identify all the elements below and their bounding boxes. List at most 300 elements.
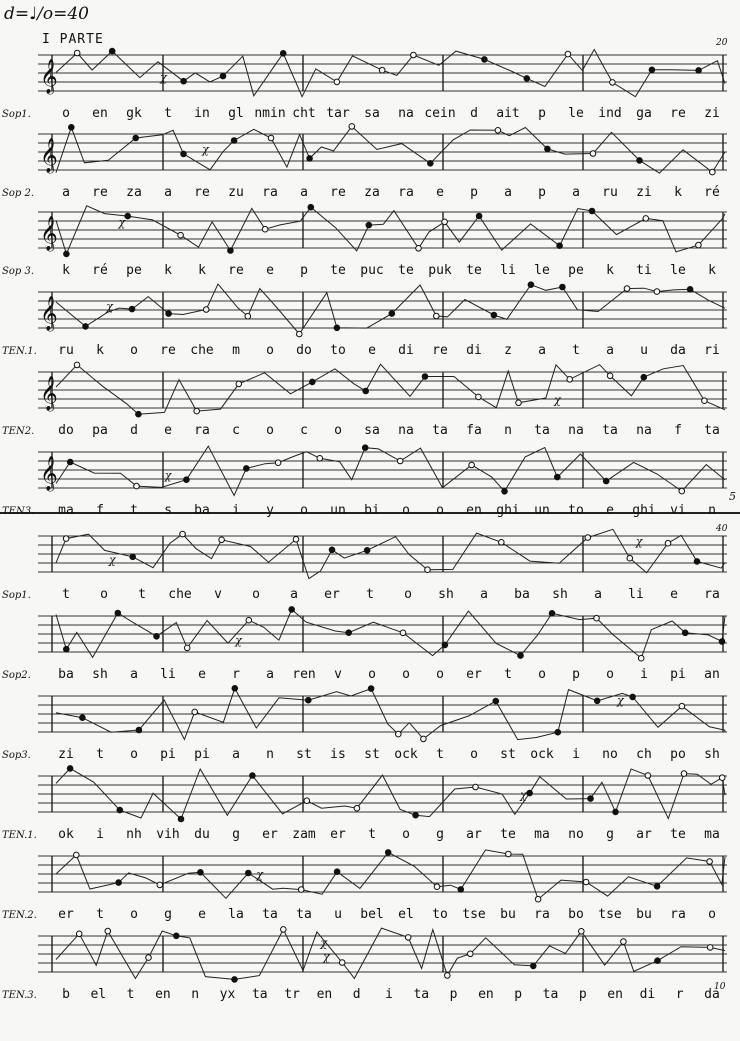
note-head: [654, 289, 660, 295]
lyric-syllable: v: [214, 587, 222, 602]
note-head: [154, 634, 160, 640]
note-head: [293, 537, 299, 543]
lyric-syllable: o: [402, 667, 410, 682]
note-head: [339, 960, 345, 966]
lyric-syllable: tse: [598, 907, 622, 922]
note-head: [637, 158, 643, 164]
note-head: [555, 729, 561, 735]
note-head: [493, 698, 499, 704]
lyric-syllable: li: [628, 587, 644, 602]
lyric-syllable: ta: [534, 423, 550, 438]
note-head: [109, 48, 115, 54]
lyric-syllable: sh: [704, 747, 720, 762]
note-head: [535, 896, 541, 902]
lyric-syllable: bu: [500, 907, 516, 922]
lyric-syllable: pa: [92, 423, 108, 438]
lyric-syllable: ba: [58, 667, 74, 682]
note-head: [67, 459, 73, 465]
note-head: [69, 125, 75, 131]
note-head: [476, 213, 482, 219]
note-head: [621, 939, 627, 945]
lyric-syllable: e: [198, 667, 206, 682]
lyric-syllable: to: [568, 503, 584, 518]
cross-mark-icon: χ: [108, 553, 116, 567]
lyric-syllable: po: [670, 747, 686, 762]
note-head: [334, 325, 340, 331]
lyric-syllable: bi: [364, 503, 380, 518]
note-head: [166, 311, 172, 317]
voice-label: TEN2.: [2, 426, 35, 437]
lyric-syllable: e: [606, 503, 614, 518]
lyric-row: [0, 667, 740, 685]
voice-label: Sop 2.: [2, 188, 34, 199]
lyric-syllable: ru: [58, 343, 74, 358]
lyric-syllable: n: [504, 423, 512, 438]
lyric-syllable: tse: [462, 907, 486, 922]
lyric-syllable: do: [296, 343, 312, 358]
lyric-syllable: er: [466, 667, 482, 682]
lyric-syllable: a: [290, 587, 298, 602]
lyric-syllable: ti: [636, 263, 652, 278]
note-head: [334, 79, 340, 85]
lyric-syllable: un: [534, 503, 550, 518]
note-head: [115, 610, 121, 616]
note-head: [289, 607, 295, 613]
note-head: [74, 852, 80, 858]
note-head: [413, 812, 419, 818]
lyric-syllable: na: [636, 423, 652, 438]
lyric-syllable: ar: [636, 827, 652, 842]
note-head: [696, 242, 702, 248]
note-head: [585, 535, 591, 541]
note-head: [389, 311, 395, 317]
lyric-syllable: t: [62, 587, 70, 602]
note-head: [268, 135, 274, 141]
note-head: [613, 809, 619, 815]
treble-clef-icon: 𝄞: [40, 456, 58, 491]
lyric-syllable: a: [480, 587, 488, 602]
lyric-syllable: cht: [292, 106, 316, 121]
note-head: [281, 927, 287, 933]
note-head: [130, 554, 136, 560]
lyric-syllable: e: [670, 587, 678, 602]
lyric-row: [0, 827, 740, 845]
note-head: [181, 151, 187, 157]
note-head: [363, 388, 369, 394]
lyric-syllable: sa: [364, 106, 380, 121]
lyric-syllable: ta: [296, 907, 312, 922]
note-head: [610, 80, 616, 86]
note-head: [280, 51, 286, 57]
treble-clef-icon: 𝄞: [40, 296, 58, 331]
lyric-syllable: pe: [568, 263, 584, 278]
note-head: [228, 248, 234, 254]
lyric-syllable: sa: [364, 423, 380, 438]
note-head: [232, 686, 238, 692]
lyric-syllable: z: [504, 343, 512, 358]
note-head: [681, 771, 687, 777]
note-head: [557, 243, 563, 249]
note-head: [594, 615, 600, 621]
note-head: [307, 156, 313, 162]
lyric-syllable: a: [232, 747, 240, 762]
lyric-syllable: sh: [438, 587, 454, 602]
lyric-syllable: li: [500, 263, 516, 278]
cross-mark-icon: χ: [118, 215, 126, 229]
note-head: [603, 478, 609, 484]
note-head: [379, 67, 385, 73]
lyric-syllable: o: [402, 503, 410, 518]
note-head: [687, 287, 693, 293]
lyric-syllable: r: [675, 987, 684, 1002]
note-head: [76, 931, 82, 937]
lyric-syllable: b: [62, 987, 70, 1002]
lyric-syllable: ré: [92, 263, 108, 278]
lyric-syllable: g: [232, 827, 240, 842]
lyric-syllable: n: [191, 987, 200, 1002]
lyric-syllable: no: [602, 747, 618, 762]
measure-number: 20: [716, 38, 728, 48]
note-head: [368, 686, 374, 692]
lyric-syllable: g: [164, 907, 172, 922]
lyric-syllable: en: [466, 503, 482, 518]
note-head: [125, 213, 131, 219]
lyric-syllable: re: [228, 263, 244, 278]
note-head: [560, 284, 566, 290]
lyric-syllable: is: [330, 747, 346, 762]
lyric-syllable: a: [538, 343, 546, 358]
note-head: [310, 379, 316, 385]
lyric-syllable: en: [155, 987, 171, 1002]
note-head: [366, 222, 372, 228]
lyric-syllable: re: [670, 106, 686, 121]
note-head: [468, 951, 474, 957]
note-head: [707, 859, 713, 865]
lyric-syllable: a: [594, 587, 602, 602]
lyric-syllable: te: [398, 263, 414, 278]
note-head: [63, 536, 69, 542]
treble-clef-icon: 𝄞: [40, 59, 58, 94]
note-head: [422, 374, 428, 380]
lyric-syllable: ta: [704, 423, 720, 438]
lyric-syllable: di: [398, 343, 414, 358]
cross-mark-icon: χ: [235, 634, 242, 648]
note-head: [306, 697, 312, 703]
lyric-syllable: ta: [602, 423, 618, 438]
note-head: [220, 73, 226, 79]
note-head: [246, 870, 252, 876]
lyric-syllable: na: [568, 423, 584, 438]
note-head: [244, 466, 250, 472]
note-head: [354, 805, 360, 811]
lyric-syllable: ta: [542, 987, 559, 1002]
lyric-syllable: o: [334, 423, 342, 438]
note-head: [583, 879, 589, 885]
lyric-syllable: c: [232, 423, 240, 438]
lyric-syllable: k: [708, 263, 716, 278]
lyric-syllable: nmin: [254, 106, 286, 121]
lyric-syllable: to: [330, 343, 346, 358]
note-head: [719, 775, 725, 781]
note-head: [567, 377, 573, 383]
note-head: [473, 784, 479, 790]
lyric-syllable: e: [368, 343, 376, 358]
note-head: [425, 567, 431, 573]
lyric-syllable: a: [164, 185, 172, 200]
lyric-row: [0, 106, 740, 124]
lyric-syllable: da: [704, 987, 720, 1002]
lyric-syllable: c: [300, 423, 308, 438]
lyric-syllable: fa: [466, 423, 482, 438]
measure-number: 10: [714, 982, 726, 992]
lyric-syllable: o: [402, 827, 410, 842]
note-head: [297, 331, 303, 337]
note-head: [146, 955, 152, 961]
note-head: [133, 135, 139, 141]
lyric-syllable: puk: [428, 263, 452, 278]
lyric-syllable: ra: [398, 185, 414, 200]
note-head: [231, 138, 237, 144]
lyric-syllable: t: [96, 907, 104, 922]
note-head: [696, 68, 702, 74]
lyric-syllable: t: [130, 503, 138, 518]
lyric-syllable: o: [436, 667, 444, 682]
note-head: [679, 703, 685, 709]
note-head: [136, 727, 142, 733]
lyric-syllable: le: [568, 106, 584, 121]
lyric-syllable: na: [398, 423, 414, 438]
treble-clef-icon: 𝄞: [40, 376, 58, 411]
lyric-syllable: en: [316, 987, 333, 1002]
note-head: [506, 851, 512, 857]
lyric-syllable: u: [640, 343, 648, 358]
cross-mark-icon: χ: [160, 71, 167, 85]
lyric-syllable: ta: [413, 987, 430, 1002]
lyric-syllable: er: [330, 827, 346, 842]
lyric-syllable: k: [164, 263, 172, 278]
lyric-syllable: p: [300, 263, 308, 278]
lyric-syllable: ghi: [632, 503, 656, 518]
lyric-syllable: ch: [636, 747, 652, 762]
lyric-syllable: a: [572, 185, 580, 200]
note-head: [502, 489, 508, 495]
lyric-syllable: te: [330, 263, 346, 278]
note-head: [458, 887, 464, 893]
note-head: [275, 460, 281, 466]
lyric-row: [0, 987, 740, 1005]
lyric-row: [0, 423, 740, 441]
lyric-syllable: to: [432, 907, 448, 922]
lyric-syllable: i: [572, 747, 580, 762]
note-head: [157, 882, 163, 888]
lyric-syllable: f: [674, 423, 682, 438]
lyric-syllable: ar: [466, 827, 482, 842]
note-head: [702, 398, 708, 404]
lyric-syllable: ind: [598, 106, 622, 121]
lyric-syllable: bel: [360, 907, 384, 922]
lyric-syllable: d: [470, 106, 478, 121]
lyric-syllable: vi: [670, 503, 686, 518]
lyric-syllable: k: [606, 263, 614, 278]
note-head: [246, 617, 252, 623]
note-head: [649, 67, 655, 73]
lyric-row: [0, 587, 740, 605]
note-head: [469, 462, 475, 468]
voice-label: TEN.1.: [2, 346, 37, 357]
lyric-syllable: o: [100, 587, 108, 602]
lyric-syllable: k: [198, 263, 206, 278]
note-head: [236, 381, 242, 387]
note-head: [476, 394, 482, 400]
cross-mark-icon: χ: [164, 468, 172, 482]
lyric-syllable: n: [708, 503, 716, 518]
lyric-row: [0, 503, 740, 521]
measure-number: 40: [716, 524, 728, 534]
lyric-syllable: gl: [228, 106, 244, 121]
lyric-syllable: vih: [156, 827, 180, 842]
lyric-syllable: pe: [126, 263, 142, 278]
note-head: [136, 411, 142, 417]
note-head: [194, 408, 200, 414]
voice-label: Sop2.: [2, 670, 31, 681]
lyric-syllable: sh: [552, 587, 568, 602]
measure-number: 5: [729, 490, 736, 503]
lyric-syllable: e: [198, 907, 206, 922]
lyric-syllable: er: [58, 907, 74, 922]
lyric-syllable: st: [296, 747, 312, 762]
lyric-syllable: er: [262, 827, 278, 842]
lyric-syllable: ren: [292, 667, 316, 682]
lyric-syllable: o: [130, 907, 138, 922]
cross-mark-icon: χ: [617, 694, 624, 708]
note-head: [411, 52, 417, 58]
lyric-syllable: gk: [126, 106, 142, 121]
note-head: [499, 540, 505, 546]
lyric-syllable: ma: [58, 503, 74, 518]
lyric-syllable: d: [352, 987, 361, 1002]
lyric-syllable: zi: [636, 185, 652, 200]
note-head: [184, 477, 190, 483]
lyric-row: [0, 263, 740, 281]
lyric-syllable: s: [164, 503, 172, 518]
lyric-syllable: ra: [262, 185, 278, 200]
voice-label: Sop3.: [2, 750, 31, 761]
lyric-syllable: g: [606, 827, 614, 842]
note-head: [528, 282, 534, 288]
note-head: [607, 373, 613, 379]
note-head: [588, 796, 594, 802]
cross-mark-icon: χ: [635, 535, 643, 548]
lyric-syllable: t: [138, 587, 146, 602]
lyric-syllable: o: [436, 503, 444, 518]
lyric-syllable: re: [194, 185, 210, 200]
lyric-syllable: el: [398, 907, 414, 922]
lyric-syllable: en: [478, 987, 494, 1002]
note-head: [627, 555, 633, 561]
note-head: [624, 286, 630, 292]
note-head: [400, 630, 406, 636]
note-head: [178, 816, 184, 822]
lyric-syllable: u: [334, 907, 342, 922]
lyric-syllable: p: [538, 106, 546, 121]
cross-mark-icon: χ: [323, 950, 330, 964]
note-head: [654, 884, 660, 890]
lyric-syllable: i: [232, 503, 240, 518]
voice-label: TEN.3.: [2, 990, 37, 1001]
lyric-syllable: re: [330, 185, 346, 200]
lyric-syllable: di: [639, 987, 656, 1002]
lyric-syllable: o: [300, 503, 308, 518]
note-head: [329, 547, 335, 553]
cross-mark-icon: χ: [202, 142, 209, 156]
lyric-syllable: k: [62, 263, 70, 278]
lyric-syllable: le: [534, 263, 550, 278]
lyric-syllable: tar: [326, 106, 350, 121]
voice-label: Sop 3.: [2, 266, 34, 277]
voice-label: TEN3.: [2, 506, 35, 517]
lyric-syllable: i: [96, 827, 104, 842]
lyric-syllable: no: [568, 827, 584, 842]
note-head: [134, 483, 140, 489]
lyric-syllable: a: [62, 185, 70, 200]
lyric-syllable: ta: [251, 987, 268, 1002]
voice-label: TEN.2.: [2, 910, 37, 921]
note-head: [719, 639, 725, 645]
lyric-syllable: st: [364, 747, 380, 762]
lyric-syllable: t: [572, 343, 580, 358]
note-head: [67, 766, 73, 772]
lyric-syllable: da: [670, 343, 686, 358]
lyric-syllable: tr: [284, 987, 300, 1002]
lyric-syllable: i: [640, 667, 648, 682]
note-head: [232, 977, 238, 983]
note-head: [396, 731, 402, 737]
lyric-syllable: di: [466, 343, 482, 358]
lyric-syllable: r: [232, 667, 240, 682]
treble-clef-icon: 𝄞: [40, 216, 58, 251]
lyric-syllable: ra: [194, 423, 210, 438]
note-head: [174, 933, 180, 939]
lyric-syllable: la: [228, 907, 244, 922]
lyric-syllable: ma: [534, 827, 550, 842]
part-title: I PARTE: [42, 32, 104, 47]
lyric-syllable: a: [266, 667, 274, 682]
lyric-syllable: ma: [704, 827, 720, 842]
lyric-syllable: an: [704, 667, 720, 682]
note-head: [64, 251, 70, 257]
note-head: [245, 313, 251, 319]
note-head: [184, 645, 190, 651]
note-head: [527, 790, 533, 796]
lyric-syllable: o: [538, 667, 546, 682]
lyric-syllable: te: [670, 827, 686, 842]
lyric-syllable: t: [366, 587, 374, 602]
note-head: [549, 611, 555, 617]
lyric-syllable: m: [232, 343, 240, 358]
note-head: [385, 850, 391, 856]
note-head: [250, 773, 256, 779]
note-head: [579, 929, 585, 935]
lyric-syllable: en: [92, 106, 108, 121]
note-head: [362, 445, 368, 451]
lyric-syllable: ru: [602, 185, 618, 200]
lyric-syllable: o: [266, 343, 274, 358]
lyric-syllable: ok: [58, 827, 74, 842]
cross-mark-icon: χ: [520, 788, 527, 802]
note-head: [707, 945, 713, 951]
lyric-syllable: ra: [704, 587, 720, 602]
note-head: [643, 216, 649, 222]
